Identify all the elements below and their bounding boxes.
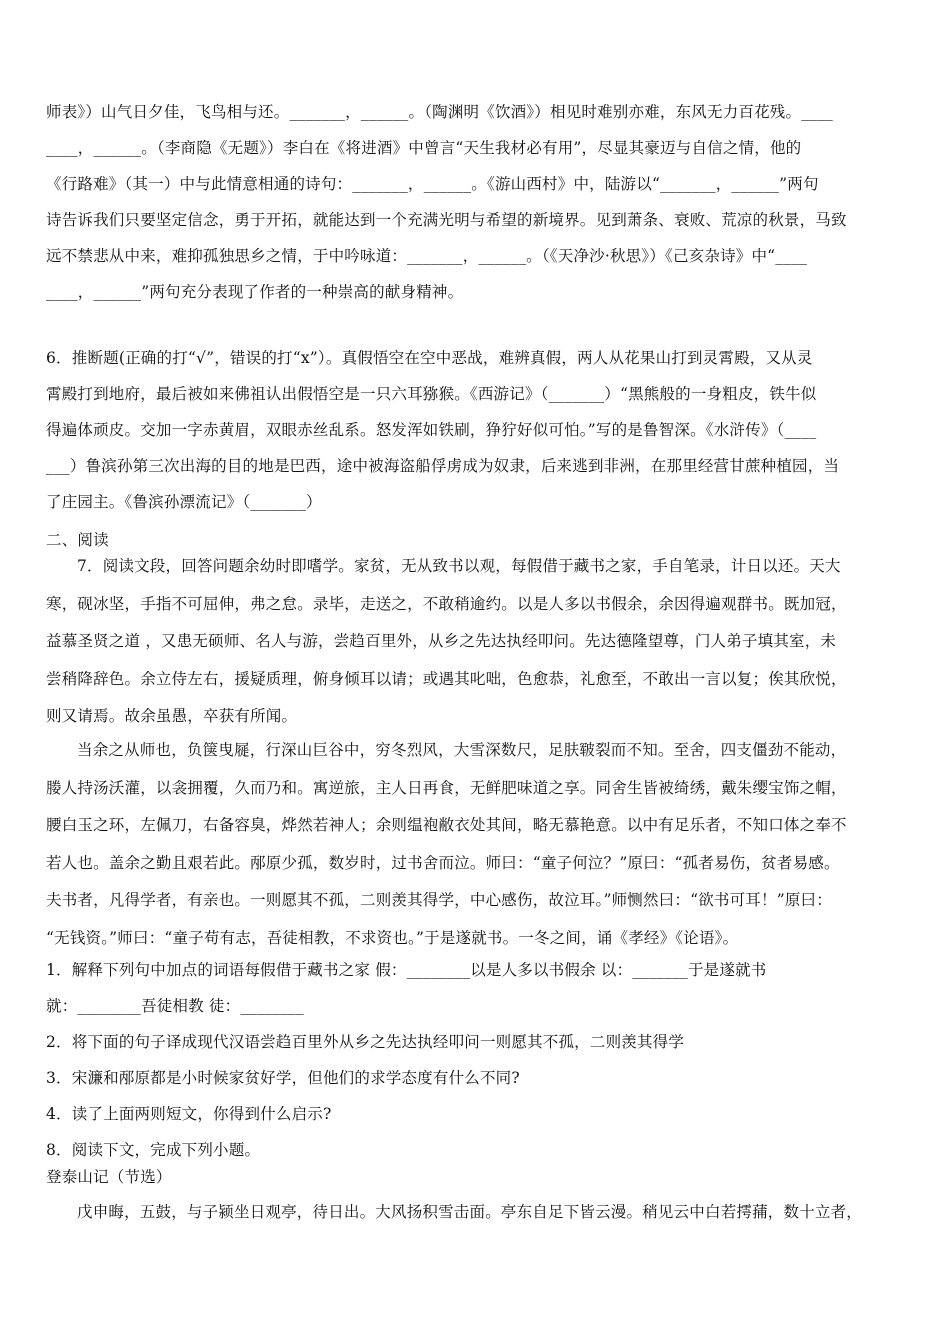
question-line: 就：________吾徒相教 徒：________ bbox=[46, 997, 304, 1015]
text-line: ____，______”两句充分表现了作者的一种崇高的献身精神。 bbox=[46, 283, 464, 301]
question-line: 3．宋濂和邴原都是小时候家贫好学，但他们的求学态度有什么不同? bbox=[46, 1069, 520, 1087]
text-line: 《行路难》（其一）中与此情意相通的诗句：_______，______。《游山西村》中，陆游以“_______，______”两句 bbox=[46, 175, 819, 193]
text-line: 戊申晦，五鼓，与子颍坐日观亭，待日出。大风扬积雪击面。亭东自足下皆云漫。稍见云中白若摴蒱，数十立者， bbox=[77, 1203, 863, 1221]
text-line: 若人也。盖余之勤且艰若此。邴原少孤，数岁时，过书舍而泣。师曰：“童子何泣？”原曰：“孤者易伤，贫者易感。 bbox=[46, 853, 840, 872]
question-line: 8．阅读下文，完成下列小题。 bbox=[46, 1141, 261, 1159]
text-line: “无钱资。”师曰：“童子苟有志，吾徒相教，不求资也。”于是遂就书。一冬之间，诵《孝经》《论语》。 bbox=[46, 928, 739, 947]
text-line: 7．阅读文段，回答问题余幼时即嗜学。家贫，无从致书以观，每假借于藏书之家，手自笔录，计日以还。天大 bbox=[77, 557, 841, 575]
text-line: ____，______。（李商隐《无题》）李白在《将进酒》中曾言“天生我材必有用”，尽显其豪迈与自信之情，他的 bbox=[46, 139, 802, 157]
text-line: 远不禁悲从中来，难抑孤独思乡之情，于中吟咏道：_______，______。（《天净沙·秋思》）《己亥杂诗》中“____ bbox=[46, 247, 808, 265]
text-line: 得遍体顽皮。交加一字赤黄眉，双眼赤丝乱系。怒发浑如铁刷，狰狞好似可怕。”写的是鲁智深。《水浒传》（____ bbox=[46, 421, 817, 439]
question-line: 2．将下面的句子译成现代汉语尝趋百里外从乡之先达执经叩问一则愿其不孤，二则羡其得学 bbox=[46, 1033, 685, 1051]
text-line: 夫书者，凡得学者，有亲也。一则愿其不孤，二则羡其得学，中心感伤，故泣耳。”师恻然曰：“欲书可耳！”原曰： bbox=[46, 891, 832, 909]
passage-title: 登泰山记（节选） bbox=[46, 1168, 172, 1186]
text-line: 诗告诉我们只要坚定信念，勇于开拓，就能达到一个充满光明与希望的新境界。见到萧条、衰败、荒凉的秋景，马致 bbox=[46, 211, 847, 229]
text-line: 当余之从师也，负箧曳屣，行深山巨谷中，穷冬烈风，大雪深数尺，足肤皲裂而不知。至舍，四支僵劲不能动， bbox=[77, 741, 847, 759]
reading-passage-1 bbox=[46, 548, 906, 736]
text-line: ___）鲁滨孙第三次出海的目的地是巴西，途中被海盗船俘虏成为奴隶，后来逃到非洲，在那里经营甘蔗种植园，当 bbox=[46, 457, 840, 475]
text-line: 6．推断题(正确的打“√”，错误的打“x”）。真假悟空在空中恶战，难辨真假，两人从花果山打到灵霄殿，又从灵 bbox=[46, 349, 813, 367]
text-line: 媵人持汤沃灌，以衾拥覆，久而乃和。寓逆旅，主人日再食，无鲜肥味道之享。同舍生皆被绮绣，戴朱缨宝饰之帽， bbox=[46, 778, 847, 797]
text-line: 了庄园主。《鲁滨孙漂流记》（_______） bbox=[46, 493, 322, 511]
question-line: 4．读了上面两则短文，你得到什么启示? bbox=[46, 1105, 332, 1123]
text-line: 寒，砚冰坚，手指不可屈伸，弗之怠。录毕，走送之，不敢稍逾约。以是人多以书假余，余因得遍观群书。既加冠， bbox=[46, 594, 847, 613]
reading-passage-2 bbox=[46, 732, 906, 957]
text-line: 腰白玉之环，左佩刀，右备容臭，烨然若神人；余则缊袍敝衣处其间，略无慕艳意。以中有足乐者，不知口体之奉不 bbox=[46, 816, 847, 834]
question-line: 1．解释下列句中加点的词语每假借于藏书之家 假：________以是人多以书假余 以：_______于是遂就书 bbox=[46, 961, 767, 979]
text-line: 尝稍降辞色。余立侍左右，援疑质理，俯身倾耳以请；或遇其叱咄，色愈恭，礼愈至，不敢出一言以复；俟其欣悦， bbox=[46, 669, 847, 688]
poetry-fill-block bbox=[46, 94, 906, 310]
text-line: 益慕圣贤之道 ，又患无硕师、名人与游，尝趋百里外，从乡之先达执经叩问。先达德隆望尊，门人弟子填其室，未 bbox=[46, 632, 837, 650]
judgement-question-block bbox=[46, 340, 906, 520]
questions-block bbox=[46, 952, 906, 1168]
text-line: 师表》）山气日夕佳，飞鸟相与还。_______，______。（陶渊明《饮酒》）相见时难别亦难，东风无力百花残。____ bbox=[46, 103, 834, 121]
section-title: 二、阅读 bbox=[46, 531, 109, 549]
text-line: 则又请焉。故余虽愚，卒获有所闻。 bbox=[46, 707, 298, 725]
text-line: 霄殿打到地府，最后被如来佛祖认出假悟空是一只六耳猕猴。《西游记》（_______）“黑熊般的一身粗皮，铁牛似 bbox=[46, 385, 817, 403]
reading-passage-3 bbox=[46, 1194, 906, 1230]
